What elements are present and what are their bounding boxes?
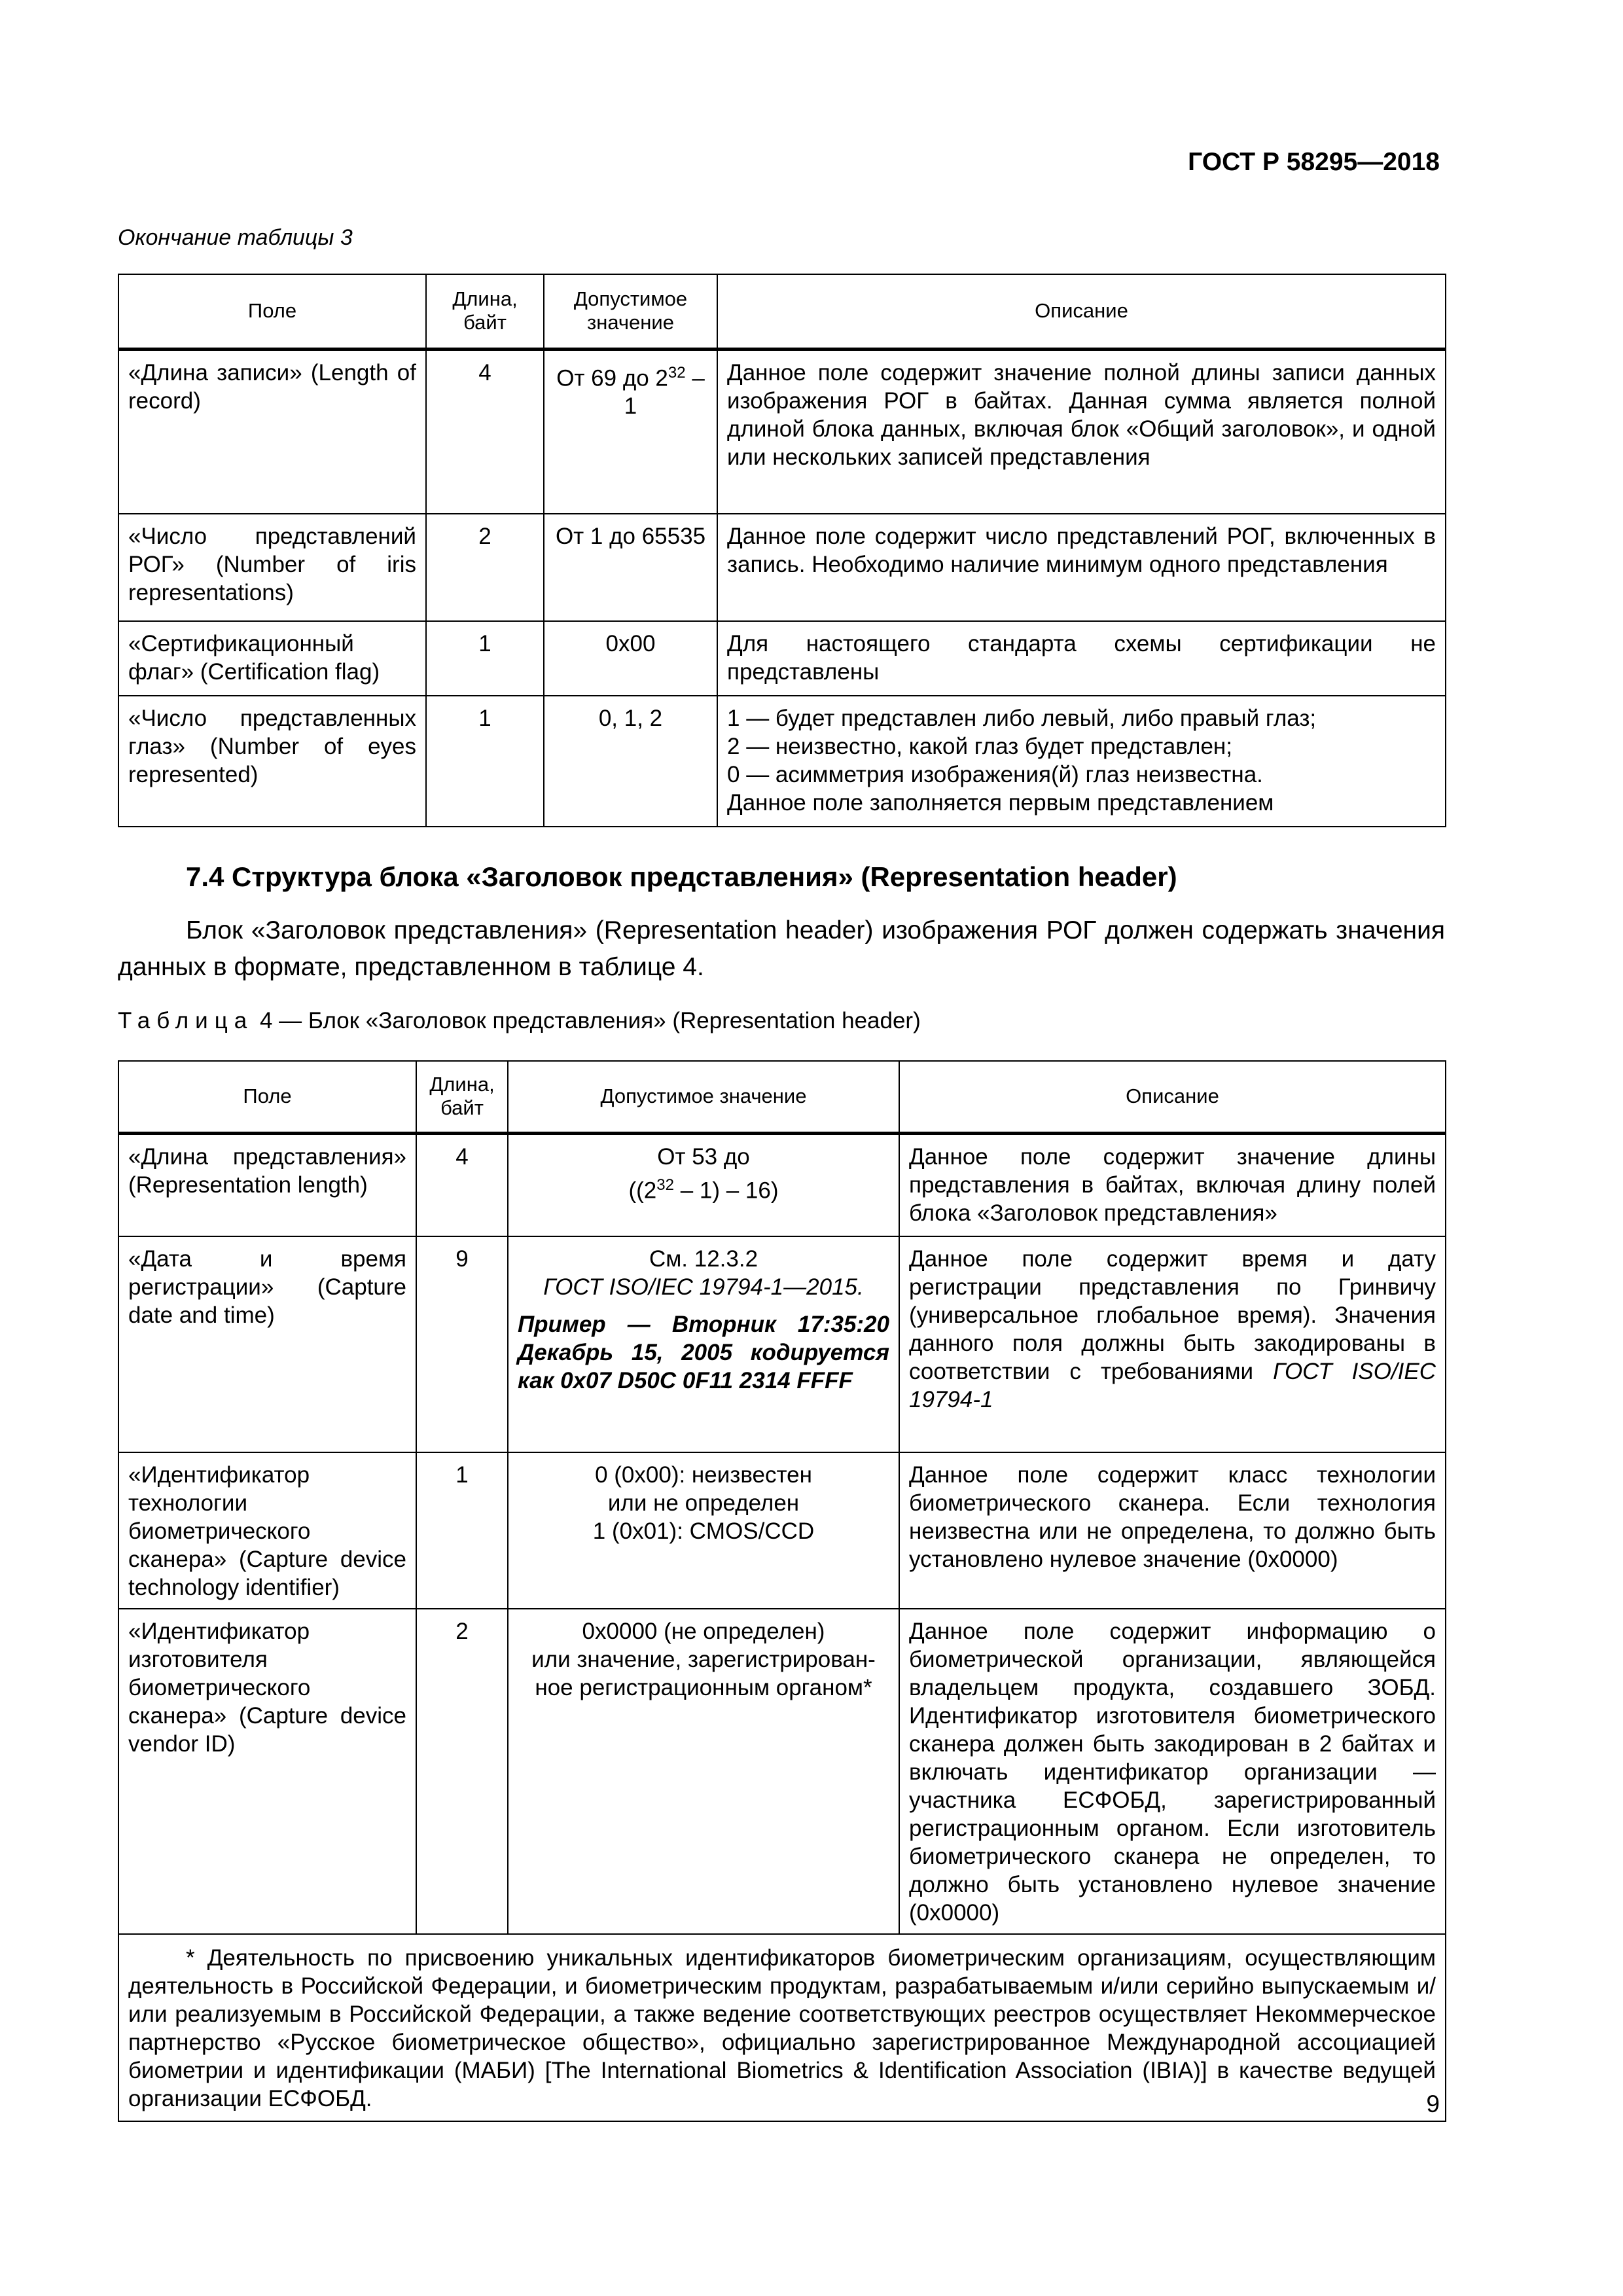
cell-field: «Длина представления» (Representation length) — [118, 1133, 416, 1236]
cell-value: От 69 до $2^{32} - 1$ — [544, 349, 717, 514]
description-line: 1 — будет представлен либо левый, либо правый глаз; — [727, 706, 1317, 731]
cell-field: «Идентификатор технологии биометрического сканера» (Capture device technology identifier) — [118, 1452, 416, 1609]
cell-value: 0, 1, 2 — [544, 696, 717, 827]
table-row — [118, 1452, 1446, 1609]
cell-description: Данное поле содержит значение полной длины записи данных изображения РОГ в байтах. Данная сумма является полной длиной блока данных, включая блок «Общий заголовок», и одной или нескольких записей представления — [717, 349, 1446, 514]
cell-description: Данное поле содержит время и дату регистрации представления по Гринвичу (универсальное глобальное время). Значения данного поля должны быть закодированы в соответствии с требованиями ГОСТ ISO/IEC 19794-1 — [899, 1236, 1446, 1452]
cell-description: Данное поле содержит значение длины представления в байтах, включая длину полей блока «Заголовок представления» — [899, 1133, 1446, 1236]
table-row — [118, 514, 1446, 621]
cell-field: «Длина записи» (Length of record) — [118, 349, 426, 514]
cell-value: 0 (0x00): неизвестен или не определен 1 (0x01): CMOS/CCD — [508, 1452, 899, 1609]
cell-description: Данное поле содержит информацию о биометрической организации, являющейся владельцем продукта, создавшего ЗОБД. Идентификатор изготовителя биометрического сканера должен быть закодирован в 2 байтах и включать идентификатор организации — участника ЕСФОБД, зарегистрированный регистрационным органом. Если изготовитель биометрического сканера не определен, то должно быть установлено нулевое значение (0x0000) — [899, 1609, 1446, 1934]
table-footnote: * Деятельность по присвоению уникальных идентификаторов биометрическим организациям, осуществляющим деятельность в Российской Федерации, и биометрическим продуктам, разрабатываемым и/или серийно выпускаемым и/или реализуемым в Российской Федерации, а также ведение соответствующих реестров осуществляет Некоммерческое партнерство «Русское биометрическое общество», официально зарегистрированное Международной ассоциацией биометрии и идентификации (МАБИ) [The International Biometrics & Identification Association (IBIA)] в качестве ведущей организации ЕСФОБД. — [118, 1934, 1446, 2121]
document-id: ГОСТ Р 58295—2018 — [1188, 148, 1440, 176]
table-4-caption: Таблица 4 — Блок «Заголовок представления» (Representation header) — [118, 1008, 921, 1033]
table-header-row — [118, 274, 1446, 349]
cell-value: 0x00 — [544, 621, 717, 696]
cell-field: «Сертификационный флаг» (Certification flag) — [118, 621, 426, 696]
column-header-field: Поле — [118, 274, 426, 349]
cell-field: «Идентификатор изготовителя биометрического сканера» (Capture device vendor ID) — [118, 1609, 416, 1934]
table-row — [118, 1609, 1446, 1934]
page-number: 9 — [1426, 2090, 1440, 2117]
column-header-length: Длина, байт — [416, 1061, 508, 1133]
cell-value: 0x0000 (не определен) или значение, зарегистрирован- ное регистрационным органом* — [508, 1609, 899, 1934]
table-3 — [118, 274, 1446, 827]
cell-description — [717, 696, 1446, 827]
table-continuation-label: Окончание таблицы 3 — [118, 225, 353, 250]
table-row — [118, 349, 1446, 514]
table-row — [118, 621, 1446, 696]
cell-value: От 53 до $((2^{32} - 1) - 16)$ — [508, 1133, 899, 1236]
cell-field: «Число представленных глаз» (Number of eyes represented) — [118, 696, 426, 827]
description-line: 2 — неизвестно, какой глаз будет представлен; — [727, 734, 1232, 759]
column-header-value: Допустимое значение — [508, 1061, 899, 1133]
cell-description: Для настоящего стандарта схемы сертификации не представлены — [717, 621, 1446, 696]
section-heading: 7.4 Структура блока «Заголовок представления» (Representation header) — [186, 861, 1177, 892]
cell-length: 2 — [426, 514, 544, 621]
cell-length: 1 — [426, 621, 544, 696]
cell-length: 1 — [416, 1452, 508, 1609]
cell-description: Данное поле содержит класс технологии биометрического сканера. Если технология неизвестна или не определена, то должно быть установлено нулевое значение (0x0000) — [899, 1452, 1446, 1609]
column-header-field: Поле — [118, 1061, 416, 1133]
column-header-value: Допустимое значение — [544, 274, 717, 349]
table-row — [118, 1236, 1446, 1452]
cell-description: Данное поле содержит число представлений РОГ, включенных в запись. Необходимо наличие минимум одного представления — [717, 514, 1446, 621]
table-header-row — [118, 1061, 1446, 1133]
column-header-description: Описание — [717, 274, 1446, 349]
column-header-description: Описание — [899, 1061, 1446, 1133]
column-header-length: Длина, байт — [426, 274, 544, 349]
cell-field: «Число представлений РОГ» (Number of iris representations) — [118, 514, 426, 621]
cell-value: От 1 до 65535 — [544, 514, 717, 621]
description-line: Данное поле заполняется первым представлением — [727, 790, 1274, 816]
cell-length: 4 — [416, 1133, 508, 1236]
section-paragraph: Блок «Заголовок представления» (Representation header) изображения РОГ должен содержать значения данных в формате, представленном в таблице 4. — [118, 916, 1445, 981]
example-text: Пример — Вторник 17:35:20 Декабрь 15, 2005 кодируется как 0x07 D50C 0F11 2314 FFFF — [518, 1312, 889, 1393]
table-row — [118, 1133, 1446, 1236]
cell-value: См. 12.3.2 ГОСТ ISO/IEC 19794-1—2015. Пример — Вторник 17:35:20 Декабрь 15, 2005 кодируется как 0x07 D50C 0F11 2314 FFFF — [508, 1236, 899, 1452]
cell-length: 1 — [426, 696, 544, 827]
cell-length: 4 — [426, 349, 544, 514]
cell-field: «Дата и время регистрации» (Capture date and time) — [118, 1236, 416, 1452]
cell-length: 2 — [416, 1609, 508, 1934]
table-4 — [118, 1060, 1446, 2122]
cell-length: 9 — [416, 1236, 508, 1452]
table-row — [118, 696, 1446, 827]
description-line: 0 — асимметрия изображения(й) глаз неизвестна. — [727, 762, 1263, 787]
table-footnote-row — [118, 1934, 1446, 2121]
